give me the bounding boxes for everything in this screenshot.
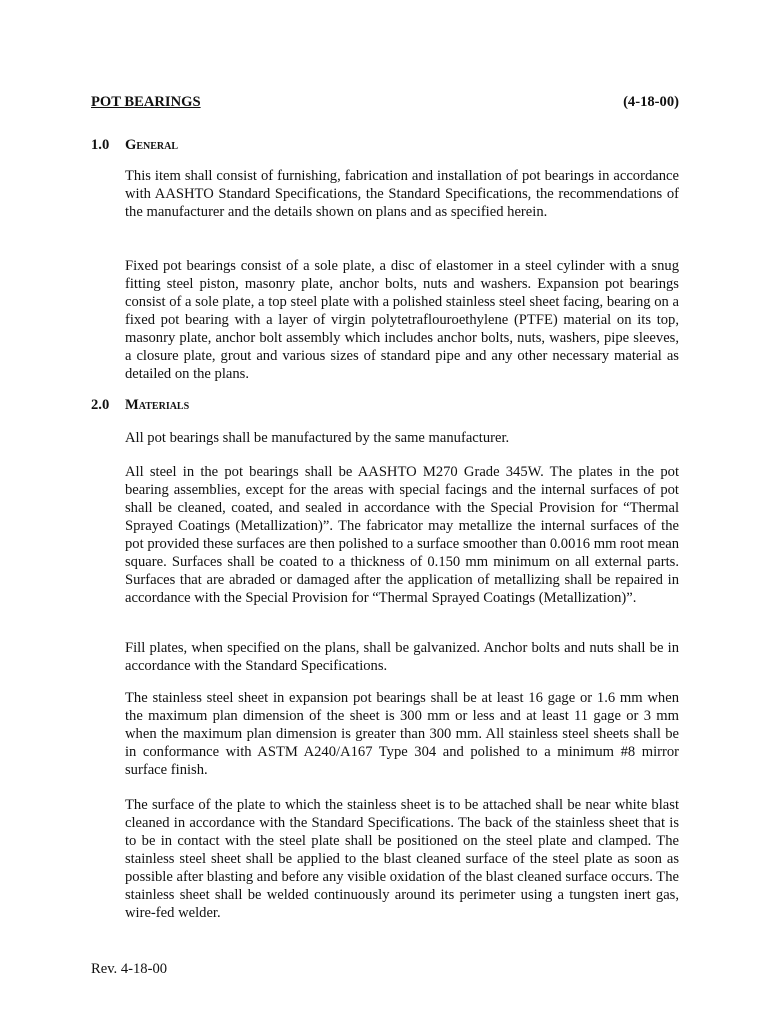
document-header [91, 93, 679, 111]
section-heading-materials [91, 396, 189, 414]
section-number: 2.0 [91, 397, 110, 413]
paragraph-materials-5: The surface of the plate to which the stainless sheet is to be attached shall be near white blast cleaned in accordance with the Standard Specifications. The back of the stainless sheet that is to be in contact with the steel plate shall be positioned on the steel plate and clamped. The stainless steel sheet shall be applied to the blast cleaned surface of the steel plate as soon as possible after blasting and before any visible oxidation of the blast cleaned surface occurs. The stainless sheet shall be welded continuously around its perimeter using a tungsten inert gas, wire-fed welder. [125, 797, 679, 921]
document-date: (4-18-00) [623, 94, 679, 110]
section-number: 1.0 [91, 137, 110, 153]
paragraph-general-1: This item shall consist of furnishing, fabrication and installation of pot bearings in accordance with AASHTO Standard Specifications, the Standard Specifications, the recommendations of the manufacturer and the details shown on plans and as specified herein. [125, 168, 679, 220]
paragraph-general-2: Fixed pot bearings consist of a sole plate, a disc of elastomer in a steel cylinder with a snug fitting steel piston, masonry plate, anchor bolts, nuts and washers. Expansion pot bearings consist of a sole plate, a top steel plate with a polished stainless steel sheet facing, bearing on a fixed pot bearing with a layer of virgin polytetraflouroethylene (PTFE) material on its top, masonry plate, anchor bolt assembly which includes anchor bolts, nuts, washers, pipe sleeves, a closure plate, grout and various sizes of standard pipe and any other necessary material as detailed on the plans. [125, 258, 679, 382]
paragraph-materials-2: All steel in the pot bearings shall be AASHTO M270 Grade 345W. The plates in the pot bearing assemblies, except for the areas with special facings and the internal surfaces of pot shall be cleaned, coated, and sealed in accordance with the Special Provision for “Thermal Sprayed Coatings (Metallization)”. The fabricator may metallize the internal surfaces of the pot provided these surfaces are then polished to a surface smoother than 0.0016 mm root mean square. Surfaces shall be coated to a thickness of 0.150 mm minimum on all external parts. Surfaces that are abraded or damaged after the application of metallizing shall be repaired in accordance with the Special Provision for “Thermal Sprayed Coatings (Metallization)”. [125, 464, 679, 606]
paragraph-materials-1: All pot bearings shall be manufactured by the same manufacturer. [125, 430, 510, 446]
page-footer-revision: Rev. 4-18-00 [91, 961, 168, 977]
paragraph-materials-4: The stainless steel sheet in expansion pot bearings shall be at least 16 gage or 1.6 mm when the maximum plan dimension of the sheet is 300 mm or less and at least 11 gage or 3 mm when the maximum plan dimension is greater than 300 mm. All stainless steel sheets shall be in conformance with ASTM A240/A167 Type 304 and polished to a minimum #8 mirror surface finish. [125, 690, 679, 778]
paragraph-materials-3: Fill plates, when specified on the plans, shall be galvanized. Anchor bolts and nuts shall be in accordance with the Standard Specifications. [125, 640, 679, 674]
section-heading-general [91, 136, 178, 154]
section-name: General [125, 137, 179, 153]
document-title: POT BEARINGS [91, 94, 201, 110]
section-name: Materials [125, 397, 190, 413]
